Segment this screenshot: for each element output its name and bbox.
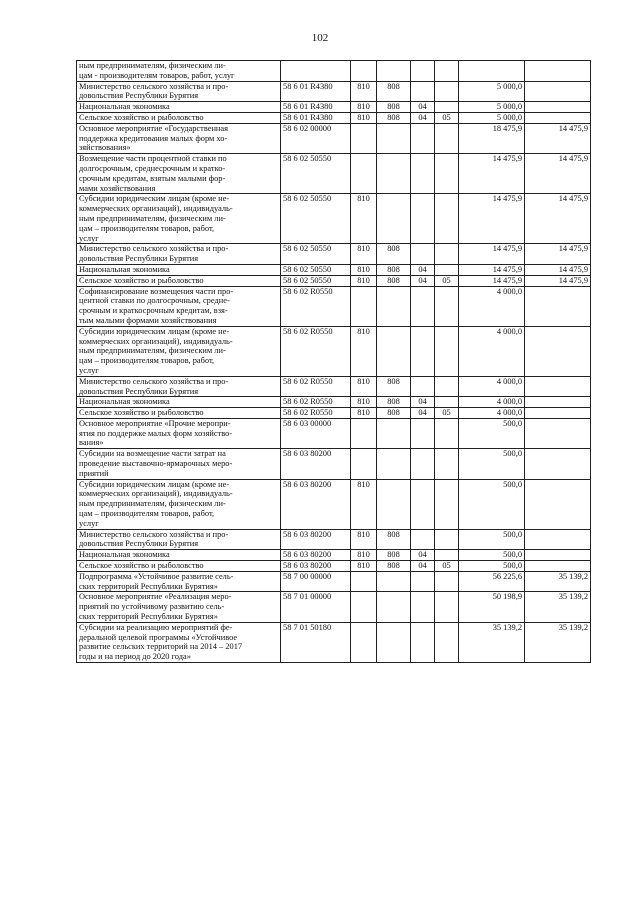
- cell-amount-2: [525, 61, 591, 82]
- cell-subsection: [435, 529, 459, 550]
- cell-section: [411, 154, 435, 194]
- cell-target-article: 58 6 02 50550: [281, 154, 351, 194]
- cell-subsection: [435, 376, 459, 397]
- cell-amount-2: [525, 418, 591, 448]
- cell-name: Субсидии юридическим лицам (кроме не- коммерческих организаций), индивидуаль- ным предпринимателям, физическим ли- цам – производителям товаров, работ, услуг: [77, 194, 281, 244]
- table-row: [77, 61, 591, 82]
- cell-department: 808: [377, 244, 411, 265]
- cell-expense-type: [351, 571, 377, 592]
- cell-expense-type: 810: [351, 112, 377, 123]
- table-row: [77, 529, 591, 550]
- cell-expense-type: 810: [351, 561, 377, 572]
- table-row: [77, 418, 591, 448]
- cell-section: [411, 622, 435, 662]
- table-row: [77, 376, 591, 397]
- cell-subsection: [435, 123, 459, 153]
- cell-section: [411, 123, 435, 153]
- cell-expense-type: 810: [351, 81, 377, 102]
- cell-name: Сельское хозяйство и рыболовство: [77, 275, 281, 286]
- cell-amount-1: 500,0: [459, 449, 525, 479]
- table-row: [77, 81, 591, 102]
- cell-subsection: [435, 550, 459, 561]
- cell-name: Субсидии на реализацию мероприятий фе- деральной целевой программы «Устойчивое развитие сельских территорий на 2014 – 2017 годы и на период до 2020 года»: [77, 622, 281, 662]
- cell-name: Основное мероприятие «Реализация меро- приятий по устойчивому развитию сель- ских территорий Республики Бурятия»: [77, 592, 281, 622]
- cell-section: 04: [411, 112, 435, 123]
- cell-amount-2: 35 139,2: [525, 622, 591, 662]
- cell-name: Субсидии юридическим лицам (кроме не- коммерческих организаций), индивидуаль- ным предпринимателям, физическим ли- цам – производителям товаров, работ, услуг: [77, 479, 281, 529]
- cell-department: [377, 571, 411, 592]
- cell-section: 04: [411, 102, 435, 113]
- cell-department: 808: [377, 561, 411, 572]
- cell-section: 04: [411, 408, 435, 419]
- cell-amount-1: 56 225,6: [459, 571, 525, 592]
- cell-target-article: 58 6 02 R0550: [281, 397, 351, 408]
- cell-expense-type: 810: [351, 326, 377, 376]
- cell-amount-2: [525, 102, 591, 113]
- cell-name: Сельское хозяйство и рыболовство: [77, 112, 281, 123]
- cell-target-article: [281, 61, 351, 82]
- cell-target-article: 58 6 02 R0550: [281, 326, 351, 376]
- cell-amount-1: [459, 61, 525, 82]
- cell-department: [377, 479, 411, 529]
- cell-target-article: 58 6 02 R0550: [281, 408, 351, 419]
- cell-amount-1: 500,0: [459, 529, 525, 550]
- cell-subsection: [435, 397, 459, 408]
- cell-amount-1: 500,0: [459, 561, 525, 572]
- cell-section: [411, 592, 435, 622]
- cell-name: Субсидии юридическим лицам (кроме не- коммерческих организаций), индивидуаль- ным предпринимателям, физическим ли- цам – производителям товаров, работ, услуг: [77, 326, 281, 376]
- table-row: [77, 592, 591, 622]
- cell-amount-2: [525, 449, 591, 479]
- cell-section: [411, 449, 435, 479]
- cell-section: 04: [411, 397, 435, 408]
- cell-subsection: [435, 154, 459, 194]
- cell-subsection: 05: [435, 561, 459, 572]
- cell-target-article: 58 6 03 80200: [281, 529, 351, 550]
- cell-department: 808: [377, 264, 411, 275]
- cell-amount-2: [525, 479, 591, 529]
- cell-subsection: [435, 194, 459, 244]
- cell-amount-1: 5 000,0: [459, 102, 525, 113]
- cell-subsection: [435, 286, 459, 326]
- cell-name: Сельское хозяйство и рыболовство: [77, 408, 281, 419]
- table-row: [77, 397, 591, 408]
- table-row: [77, 102, 591, 113]
- table-row: [77, 449, 591, 479]
- cell-amount-2: 14 475,9: [525, 154, 591, 194]
- cell-target-article: 58 6 03 00000: [281, 418, 351, 448]
- cell-department: 808: [377, 275, 411, 286]
- cell-amount-2: 14 475,9: [525, 123, 591, 153]
- cell-amount-1: 500,0: [459, 479, 525, 529]
- cell-subsection: [435, 326, 459, 376]
- cell-amount-1: 4 000,0: [459, 286, 525, 326]
- cell-department: [377, 418, 411, 448]
- cell-amount-1: 4 000,0: [459, 408, 525, 419]
- cell-target-article: 58 6 02 50550: [281, 194, 351, 244]
- cell-amount-2: 14 475,9: [525, 264, 591, 275]
- cell-amount-2: 14 475,9: [525, 275, 591, 286]
- cell-section: [411, 194, 435, 244]
- cell-target-article: 58 6 03 80200: [281, 550, 351, 561]
- cell-target-article: 58 6 02 50550: [281, 264, 351, 275]
- cell-amount-2: [525, 112, 591, 123]
- cell-department: 808: [377, 112, 411, 123]
- cell-amount-2: [525, 408, 591, 419]
- cell-target-article: 58 6 03 80200: [281, 449, 351, 479]
- cell-department: 808: [377, 550, 411, 561]
- cell-amount-2: [525, 397, 591, 408]
- cell-amount-2: [525, 376, 591, 397]
- cell-section: [411, 286, 435, 326]
- cell-name: Министерство сельского хозяйства и про- довольствия Республики Бурятия: [77, 81, 281, 102]
- cell-name: Софинансирование возмещения части про- центной ставки по долгосрочным, средне- срочным и краткосрочным кредитам, взя- тым малыми формами хозяйствования: [77, 286, 281, 326]
- cell-expense-type: 810: [351, 194, 377, 244]
- cell-expense-type: [351, 622, 377, 662]
- cell-amount-2: 14 475,9: [525, 244, 591, 265]
- cell-amount-2: [525, 286, 591, 326]
- table-row: [77, 112, 591, 123]
- cell-name: Национальная экономика: [77, 264, 281, 275]
- cell-expense-type: 810: [351, 264, 377, 275]
- cell-subsection: [435, 592, 459, 622]
- cell-department: [377, 194, 411, 244]
- table-row: [77, 286, 591, 326]
- cell-target-article: 58 6 01 R4380: [281, 102, 351, 113]
- cell-expense-type: 810: [351, 275, 377, 286]
- cell-department: [377, 61, 411, 82]
- cell-amount-2: [525, 326, 591, 376]
- cell-section: [411, 418, 435, 448]
- cell-department: 808: [377, 81, 411, 102]
- cell-section: [411, 571, 435, 592]
- table-row: [77, 194, 591, 244]
- cell-expense-type: [351, 286, 377, 326]
- cell-section: [411, 479, 435, 529]
- cell-expense-type: [351, 418, 377, 448]
- cell-amount-1: 14 475,9: [459, 264, 525, 275]
- cell-subsection: [435, 264, 459, 275]
- table-row: [77, 561, 591, 572]
- cell-section: 04: [411, 561, 435, 572]
- table-row: [77, 154, 591, 194]
- cell-amount-1: 4 000,0: [459, 326, 525, 376]
- cell-target-article: 58 6 03 80200: [281, 479, 351, 529]
- cell-department: [377, 154, 411, 194]
- cell-subsection: [435, 81, 459, 102]
- cell-name: Министерство сельского хозяйства и про- довольствия Республики Бурятия: [77, 244, 281, 265]
- cell-amount-1: 5 000,0: [459, 112, 525, 123]
- cell-department: [377, 449, 411, 479]
- cell-expense-type: 810: [351, 408, 377, 419]
- cell-name: Подпрограмма «Устойчивое развитие сель- ских территорий Республики Бурятия»: [77, 571, 281, 592]
- cell-target-article: 58 6 02 R0550: [281, 286, 351, 326]
- cell-section: [411, 81, 435, 102]
- cell-name: Основное мероприятие «Государственная поддержка кредитования малых форм хо- зяйствования»: [77, 123, 281, 153]
- cell-section: 04: [411, 275, 435, 286]
- cell-subsection: [435, 571, 459, 592]
- cell-department: [377, 592, 411, 622]
- table-row: [77, 123, 591, 153]
- table-row: [77, 622, 591, 662]
- cell-amount-2: [525, 529, 591, 550]
- cell-amount-1: 4 000,0: [459, 376, 525, 397]
- table-body: [77, 61, 591, 663]
- cell-expense-type: [351, 592, 377, 622]
- cell-amount-2: [525, 81, 591, 102]
- cell-subsection: [435, 449, 459, 479]
- cell-amount-1: 14 475,9: [459, 244, 525, 265]
- cell-subsection: 05: [435, 408, 459, 419]
- cell-name: ным предпринимателям, физическим ли- цам - производителям товаров, работ, услуг: [77, 61, 281, 82]
- cell-section: [411, 326, 435, 376]
- cell-amount-1: 50 198,9: [459, 592, 525, 622]
- cell-target-article: 58 6 02 00000: [281, 123, 351, 153]
- cell-name: Национальная экономика: [77, 397, 281, 408]
- cell-department: [377, 622, 411, 662]
- cell-name: Министерство сельского хозяйства и про- довольствия Республики Бурятия: [77, 376, 281, 397]
- cell-target-article: 58 6 01 R4380: [281, 112, 351, 123]
- cell-amount-1: 14 475,9: [459, 194, 525, 244]
- cell-expense-type: 810: [351, 244, 377, 265]
- cell-name: Возмещение части процентной ставки по долгосрочным, среднесрочным и кратко- срочным кредитам, взятым малыми фор- мами хозяйствования: [77, 154, 281, 194]
- cell-target-article: 58 6 01 R4380: [281, 81, 351, 102]
- cell-department: 808: [377, 408, 411, 419]
- cell-expense-type: 810: [351, 550, 377, 561]
- cell-amount-2: 35 139,2: [525, 571, 591, 592]
- cell-department: 808: [377, 376, 411, 397]
- cell-expense-type: [351, 154, 377, 194]
- cell-name: Субсидии на возмещение части затрат на проведение выставочно-ярмарочных меро- приятий: [77, 449, 281, 479]
- cell-subsection: [435, 102, 459, 113]
- cell-subsection: [435, 622, 459, 662]
- cell-amount-2: 35 139,2: [525, 592, 591, 622]
- cell-target-article: 58 7 01 50180: [281, 622, 351, 662]
- table-row: [77, 275, 591, 286]
- cell-subsection: [435, 244, 459, 265]
- cell-department: [377, 286, 411, 326]
- cell-department: [377, 326, 411, 376]
- cell-expense-type: [351, 123, 377, 153]
- cell-amount-2: [525, 561, 591, 572]
- cell-amount-1: 4 000,0: [459, 397, 525, 408]
- page-number: 102: [311, 32, 329, 44]
- cell-expense-type: 810: [351, 376, 377, 397]
- cell-name: Министерство сельского хозяйства и про- довольствия Республики Бурятия: [77, 529, 281, 550]
- cell-department: 808: [377, 397, 411, 408]
- cell-department: 808: [377, 102, 411, 113]
- cell-name: Национальная экономика: [77, 550, 281, 561]
- cell-target-article: 58 7 00 00000: [281, 571, 351, 592]
- cell-amount-1: 5 000,0: [459, 81, 525, 102]
- cell-target-article: 58 6 02 50550: [281, 244, 351, 265]
- cell-subsection: 05: [435, 112, 459, 123]
- cell-section: 04: [411, 264, 435, 275]
- cell-target-article: 58 6 02 R0550: [281, 376, 351, 397]
- table-row: [77, 264, 591, 275]
- cell-department: [377, 123, 411, 153]
- cell-expense-type: [351, 449, 377, 479]
- table-row: [77, 244, 591, 265]
- cell-expense-type: 810: [351, 102, 377, 113]
- cell-expense-type: 810: [351, 529, 377, 550]
- table-row: [77, 571, 591, 592]
- cell-target-article: 58 6 02 50550: [281, 275, 351, 286]
- table-row: [77, 326, 591, 376]
- cell-amount-2: 14 475,9: [525, 194, 591, 244]
- table-row: [77, 550, 591, 561]
- cell-target-article: 58 7 01 00000: [281, 592, 351, 622]
- cell-amount-2: [525, 550, 591, 561]
- cell-section: [411, 376, 435, 397]
- budget-table: [76, 60, 591, 663]
- cell-amount-1: 500,0: [459, 550, 525, 561]
- cell-subsection: [435, 61, 459, 82]
- cell-expense-type: 810: [351, 479, 377, 529]
- cell-section: [411, 61, 435, 82]
- cell-amount-1: 14 475,9: [459, 275, 525, 286]
- cell-subsection: [435, 479, 459, 529]
- cell-department: 808: [377, 529, 411, 550]
- cell-section: 04: [411, 550, 435, 561]
- cell-name: Сельское хозяйство и рыболовство: [77, 561, 281, 572]
- cell-section: [411, 244, 435, 265]
- cell-section: [411, 529, 435, 550]
- cell-amount-1: 35 139,2: [459, 622, 525, 662]
- cell-amount-1: 18 475,9: [459, 123, 525, 153]
- cell-name: Основное мероприятие «Прочие меропри- ятия по поддержке малых форм хозяйство- вания»: [77, 418, 281, 448]
- cell-amount-1: 500,0: [459, 418, 525, 448]
- cell-expense-type: [351, 61, 377, 82]
- table-row: [77, 479, 591, 529]
- cell-subsection: [435, 418, 459, 448]
- cell-amount-1: 14 475,9: [459, 154, 525, 194]
- cell-target-article: 58 6 03 80200: [281, 561, 351, 572]
- table-row: [77, 408, 591, 419]
- cell-expense-type: 810: [351, 397, 377, 408]
- cell-subsection: 05: [435, 275, 459, 286]
- cell-name: Национальная экономика: [77, 102, 281, 113]
